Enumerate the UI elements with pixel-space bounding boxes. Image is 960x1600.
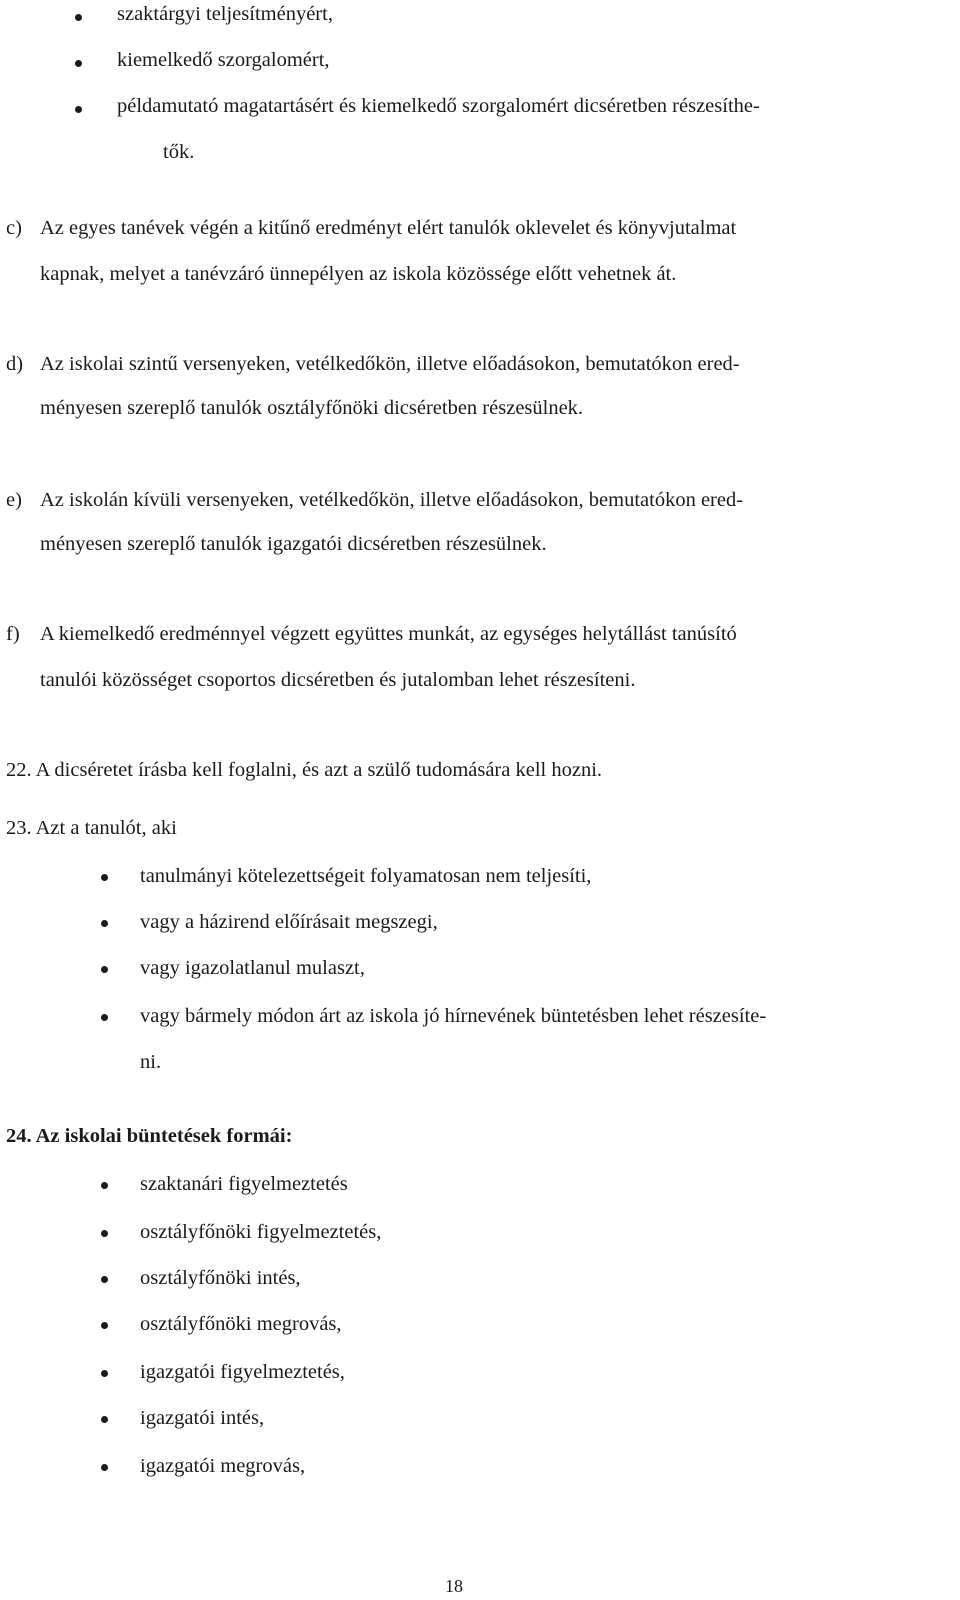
top-list-item-3: példamutató magatartásért és kiemelkedő szorgalomért dicséretben részesíthe- xyxy=(117,95,760,117)
item-23-bullet-4-continuation: ni. xyxy=(140,1051,162,1073)
para-e-label: e) xyxy=(6,489,22,511)
para-d-line-2: ményesen szereplő tanulók osztályfőnöki dicséretben részesülnek. xyxy=(40,397,584,419)
item-22-text: 22. A dicséretet írásba kell foglalni, és azt a szülő tudomására kell hozni. xyxy=(6,759,603,781)
bullet-icon xyxy=(75,14,82,21)
item-23-bullet-3: vagy igazolatlanul mulaszt, xyxy=(140,957,365,979)
bullet-icon xyxy=(101,1230,108,1237)
para-c-label: c) xyxy=(6,217,22,239)
bullet-icon xyxy=(101,1322,108,1329)
item-24-bullet-2: osztályfőnöki figyelmeztetés, xyxy=(140,1221,382,1243)
item-24-heading: 24. Az iskolai büntetések formái: xyxy=(6,1125,293,1147)
para-f-label: f) xyxy=(6,623,20,645)
bullet-icon xyxy=(101,1276,108,1283)
bullet-icon xyxy=(101,1464,108,1471)
item-23-bullet-4: vagy bármely módon árt az iskola jó hírnevének büntetésben lehet részesíte- xyxy=(140,1005,767,1027)
para-e-line-1: Az iskolán kívüli versenyeken, vetélkedőkön, illetve előadásokon, bemutatókon ered- xyxy=(40,489,744,511)
para-f-line-1: A kiemelkedő eredménnyel végzett együttes munkát, az egységes helytállást tanúsító xyxy=(40,623,737,645)
bullet-icon xyxy=(101,874,108,881)
item-24-bullet-7: igazgatói megrovás, xyxy=(140,1455,306,1477)
bullet-icon xyxy=(101,1182,108,1189)
bullet-icon xyxy=(101,1014,108,1021)
item-23-intro: 23. Azt a tanulót, aki xyxy=(6,817,177,839)
top-list-item-1: szaktárgyi teljesítményért, xyxy=(117,3,333,25)
bullet-icon xyxy=(101,920,108,927)
bullet-icon xyxy=(101,1416,108,1423)
bullet-icon xyxy=(75,106,82,113)
item-24-bullet-5: igazgatói figyelmeztetés, xyxy=(140,1361,345,1383)
item-24-bullet-1: szaktanári figyelmeztetés xyxy=(140,1173,348,1195)
para-c-line-2: kapnak, melyet a tanévzáró ünnepélyen az iskola közössége előtt vehetnek át. xyxy=(40,263,677,285)
para-c-line-1: Az egyes tanévek végén a kitűnő eredményt elért tanulók oklevelet és könyvjutalmat xyxy=(40,217,737,239)
item-23-bullet-1: tanulmányi kötelezettségeit folyamatosan nem teljesíti, xyxy=(140,865,592,887)
page-number: 18 xyxy=(445,1576,463,1596)
para-d-label: d) xyxy=(6,353,24,375)
item-24-bullet-3: osztályfőnöki intés, xyxy=(140,1267,301,1289)
item-24-bullet-6: igazgatói intés, xyxy=(140,1407,265,1429)
bullet-icon xyxy=(101,1370,108,1377)
bullet-icon xyxy=(75,60,82,67)
para-e-line-2: ményesen szereplő tanulók igazgatói dicséretben részesülnek. xyxy=(40,533,547,555)
top-list-item-2: kiemelkedő szorgalomért, xyxy=(117,49,330,71)
para-f-line-2: tanulói közösséget csoportos dicséretben és jutalomban lehet részesíteni. xyxy=(40,669,636,691)
top-list-item-3-continuation: tők. xyxy=(163,141,195,163)
item-24-bullet-4: osztályfőnöki megrovás, xyxy=(140,1313,342,1335)
para-d-line-1: Az iskolai szintű versenyeken, vetélkedőkön, illetve előadásokon, bemutatókon ered- xyxy=(40,353,740,375)
item-23-bullet-2: vagy a házirend előírásait megszegi, xyxy=(140,911,438,933)
bullet-icon xyxy=(101,966,108,973)
